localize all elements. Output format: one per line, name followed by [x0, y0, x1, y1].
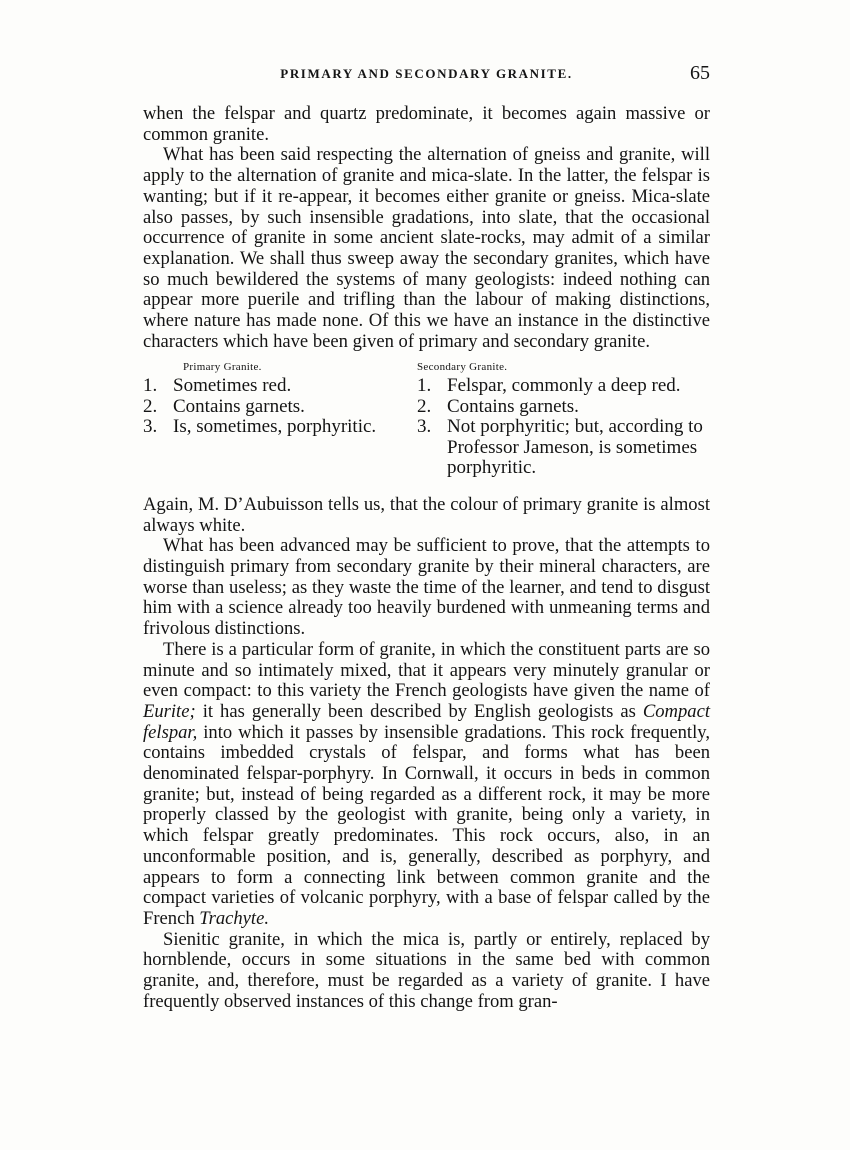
list-item — [417, 417, 710, 479]
italic-term-eurite: Eurite; — [143, 700, 196, 722]
text-run: it has generally been described by English geologists as — [195, 700, 643, 722]
item-number: 3. — [417, 416, 432, 438]
italic-term-compact-felspar: Compact felspar, — [143, 700, 710, 743]
item-text: Contains garnets. — [173, 395, 305, 417]
item-number: 2. — [143, 395, 158, 417]
item-text: Felspar, commonly a deep red. — [447, 375, 681, 397]
italic-term-trachyte: Trachyte. — [199, 908, 269, 929]
paragraph: What has been said respecting the alternation of gneiss and granite, will apply to the alternation of granite and mica-slate. In the latter, the felspar is wanting; but if it re-appear, it becomes either granite or gneiss. Mica-slate also passes, by such insensible gradations, into slate, that the occasional occurrence of granite in some ancient slate-rocks, may admit of a similar explanation. We shall thus sweep away the secondary granites, which have so much bewildered the systems of many geologists: indeed nothing can appear more puerile and trifling than the labour of making distinctions, where nature has made none. Of this we have an instance in the distinctive characters which have been given of primary and secondary granite. — [143, 144, 710, 352]
page-number: 65 — [690, 62, 710, 84]
primary-granite-column — [143, 360, 413, 479]
item-text: Is, sometimes, porphyritic. — [173, 416, 377, 438]
item-text: Sometimes red. — [173, 375, 292, 397]
item-text: Contains garnets. — [447, 395, 579, 417]
item-number: 3. — [143, 416, 158, 438]
primary-granite-list — [143, 376, 413, 438]
paragraph: What has been advanced may be sufficient to prove, that the attempts to distinguish primary from secondary granite by their mineral characters, are worse than useless; as they waste the time of the learner, and tend to disgust him with a science already too heavily burdened with unmeaning terms and frivolous distinctions. — [143, 535, 710, 640]
secondary-granite-list — [417, 376, 710, 479]
text-run: into which it passes by insensible gradations. This rock frequently, contains imbedded crystals of felspar, and forms what has been denominated felspar-porphyry. In Cornwall, it occurs in beds in common granite; but, instead of being regarded as a different rock, it may be more properly classed by the geologist with granite, being only a variety, in which felspar greatly predominates. This rock occurs, also, in an unconformable position, and is, generally, described as porphyry, and appears to form a connecting link between common granite and the compact varieties of volcanic porphyry, with a base of felspar called by the French — [143, 721, 710, 929]
secondary-granite-column — [417, 360, 710, 479]
column-heading: Primary Granite. — [183, 361, 262, 374]
column-heading: Secondary Granite. — [417, 361, 508, 374]
paragraph: when the felspar and quartz predominate, it becomes again massive or common granite. — [143, 103, 710, 145]
text-run: There is a particular form of granite, in which the constituent parts are so minute and so intimately mixed, that it appears very minutely granular or even compact: to this variety the French geologists have given the name of — [143, 638, 710, 702]
paragraph: Again, M. D’Aubuisson tells us, that the colour of primary granite is almost always white. — [143, 493, 710, 536]
paragraph: Sienitic granite, in which the mica is, partly or entirely, replaced by hornblende, occurs in some situations in the same bed with common granite, and, therefore, must be regarded as a variety of granite. I have frequently observed instances of this change from gran- — [143, 928, 710, 1012]
paragraph — [143, 640, 710, 930]
list-item — [417, 397, 710, 418]
item-text: Not porphyritic; but, according to Professor Jameson, is sometimes porphyritic. — [447, 416, 703, 479]
item-number: 1. — [417, 375, 432, 397]
running-title: PRIMARY AND SECONDARY GRANITE. — [280, 66, 573, 81]
item-number: 2. — [417, 395, 432, 417]
item-number: 1. — [143, 375, 158, 397]
page-body — [143, 104, 710, 1013]
running-head — [143, 64, 710, 90]
list-item — [143, 397, 413, 418]
list-item — [143, 417, 413, 438]
list-item — [417, 376, 710, 397]
list-item — [143, 376, 413, 397]
granite-comparison-table — [143, 360, 710, 479]
